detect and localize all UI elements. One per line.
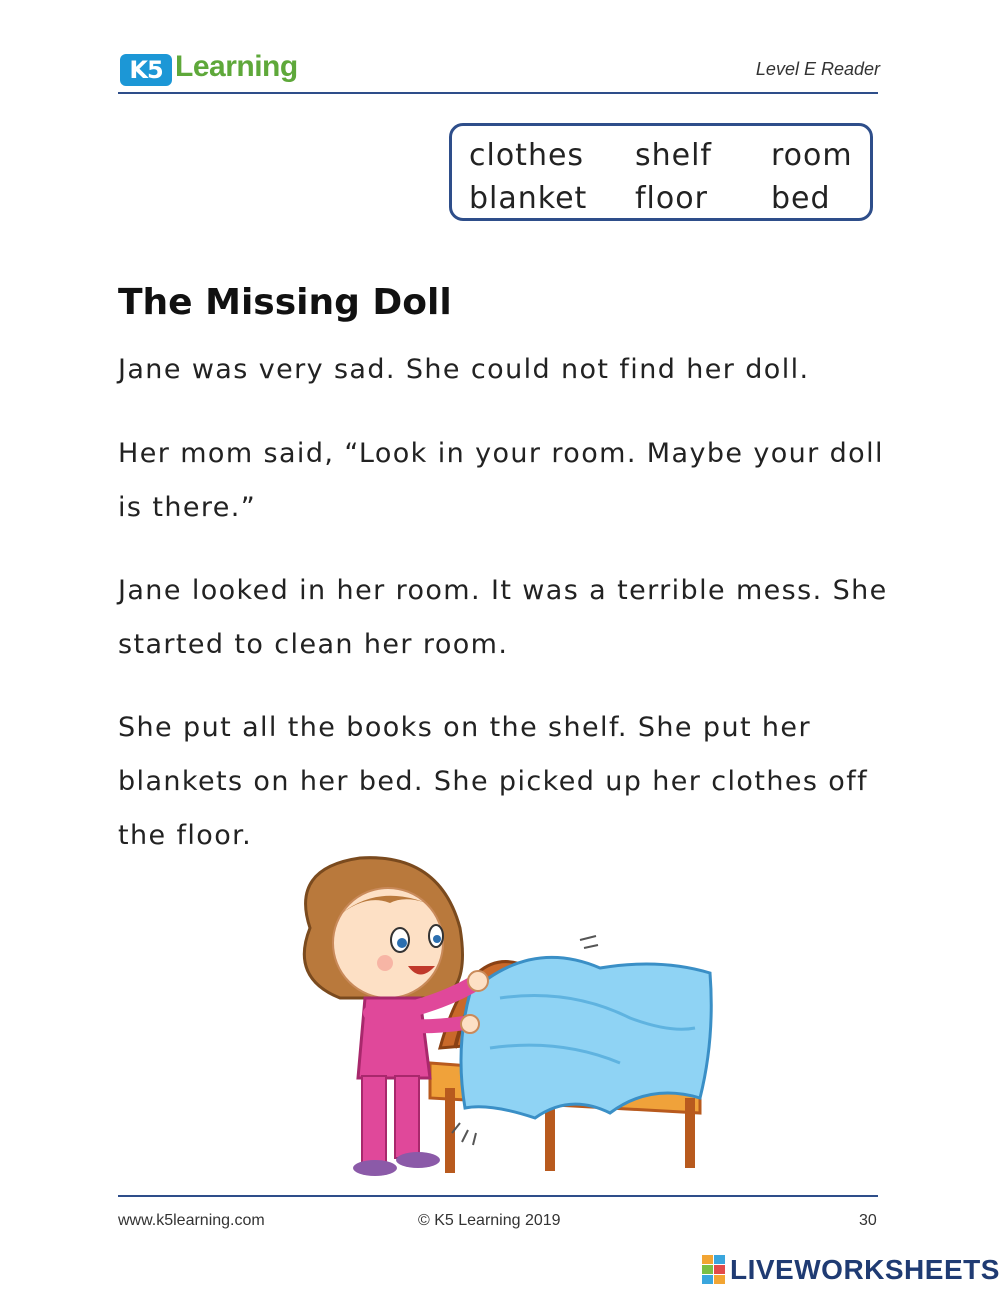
story-paragraph: Her mom said, “Look in your room. Maybe your doll is there.”: [118, 438, 884, 523]
word-bank-word: shelf: [635, 138, 712, 173]
story-paragraph: Jane looked in her room. It was a terrible mess. She started to clean her room.: [118, 575, 888, 660]
word-bank-box: [449, 123, 873, 221]
k5-learning-logo: [120, 44, 320, 90]
footer-website: www.k5learning.com: [118, 1212, 265, 1229]
word-bank-word: room: [771, 138, 853, 173]
word-bank-word: floor: [635, 181, 708, 216]
girl: [304, 858, 488, 1176]
liveworksheets-watermark: [702, 1254, 1000, 1286]
story-paragraph: She put all the books on the shelf. She put her blankets on her bed. She picked up her clothes off the floor.: [118, 712, 869, 851]
word-bank-word: clothes: [469, 138, 585, 173]
word-bank-word: blanket: [469, 181, 588, 216]
footer-copyright: © K5 Learning 2019: [418, 1212, 561, 1229]
footer-page-number: 30: [859, 1212, 877, 1229]
liveworksheets-logo-icon: [702, 1255, 726, 1285]
logo-wordmark: Learning: [175, 50, 298, 83]
level-label: Level E Reader: [755, 59, 880, 79]
header-divider: [118, 92, 878, 94]
logo-k5-badge: K5: [120, 54, 172, 86]
story-title: The Missing Doll: [118, 282, 452, 323]
girl-making-bed-illustration: [270, 848, 730, 1188]
word-bank-word: bed: [771, 181, 831, 216]
story-paragraph: Jane was very sad. She could not find her doll.: [118, 354, 810, 385]
liveworksheets-text: LIVEWORKSHEETS: [730, 1254, 1000, 1285]
footer-divider: [118, 1195, 878, 1197]
